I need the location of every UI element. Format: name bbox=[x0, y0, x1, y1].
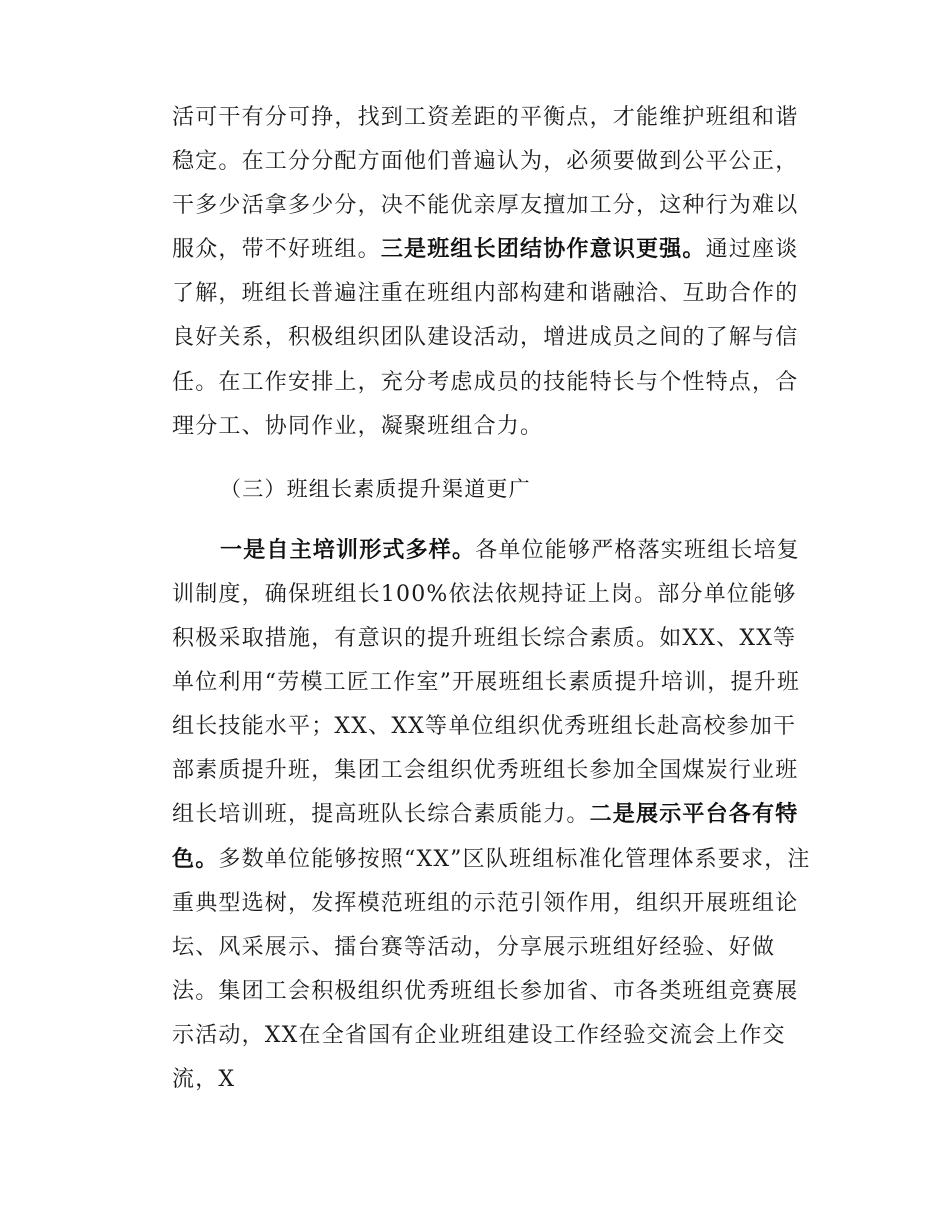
section-heading: （三）班组长素质提升渠道更广 bbox=[220, 476, 531, 501]
paragraph-training bbox=[172, 529, 812, 1102]
bold-lead-sentence: 一是自主培训形式多样。 bbox=[220, 537, 476, 563]
paragraph-text: 各单位能够严格落实班组长培复训制度，确保班组长100%依法依规持证上岗。部分单位能够积极采取措施，有意识的提升班组长综合素质。如XX、XX等单位利用“劳模工匠工作室”开展班组长素质提升培训，提升班组长技能水平；XX、XX等单位组织优秀班组长赴高校参加干部素质提升班，集团工会组织优秀班组长参加全国煤炭行业班组长培训班，提高班队长综合素质能力。 bbox=[172, 537, 801, 828]
bold-lead-sentence: 三是班组长团结协作意识更强。 bbox=[380, 237, 706, 263]
paragraph-text: 活可干有分可挣，找到工资差距的平衡点，才能维护班组和谐稳定。在工分分配方面他们普遍认为，必须要做到公平公正，干多少活拿多少分，决不能优亲厚友擅加工分，这种行为难以服众，带不好班组。 bbox=[172, 105, 799, 263]
bold-lead-sentence: 二是展示平台各有特色。 bbox=[172, 802, 799, 872]
paragraph-text: 多数单位能够按照“XX”区队班组标准化管理体系要求，注重典型选树，发挥模范班组的示范引领作用，组织开展班组论坛、风采展示、擂台赛等活动，分享展示班组好经验、好做法。集团工会积极组织优秀班组长参加省、市各类班组竞赛展示活动，XX在全省国有企业班组建设工作经验交流会上作交流，X bbox=[172, 846, 811, 1092]
document-body bbox=[172, 96, 812, 1102]
paragraph-text: 通过座谈了解，班组长普遍注重在班组内部构建和谐融洽、互助合作的良好关系，积极组织团队建设活动，增进成员之间的了解与信任。在工作安排上，充分考虑成员的技能特长与个性特点，合理分工、协同作业，凝聚班组合力。 bbox=[172, 237, 799, 439]
paragraph-continued bbox=[172, 96, 812, 449]
